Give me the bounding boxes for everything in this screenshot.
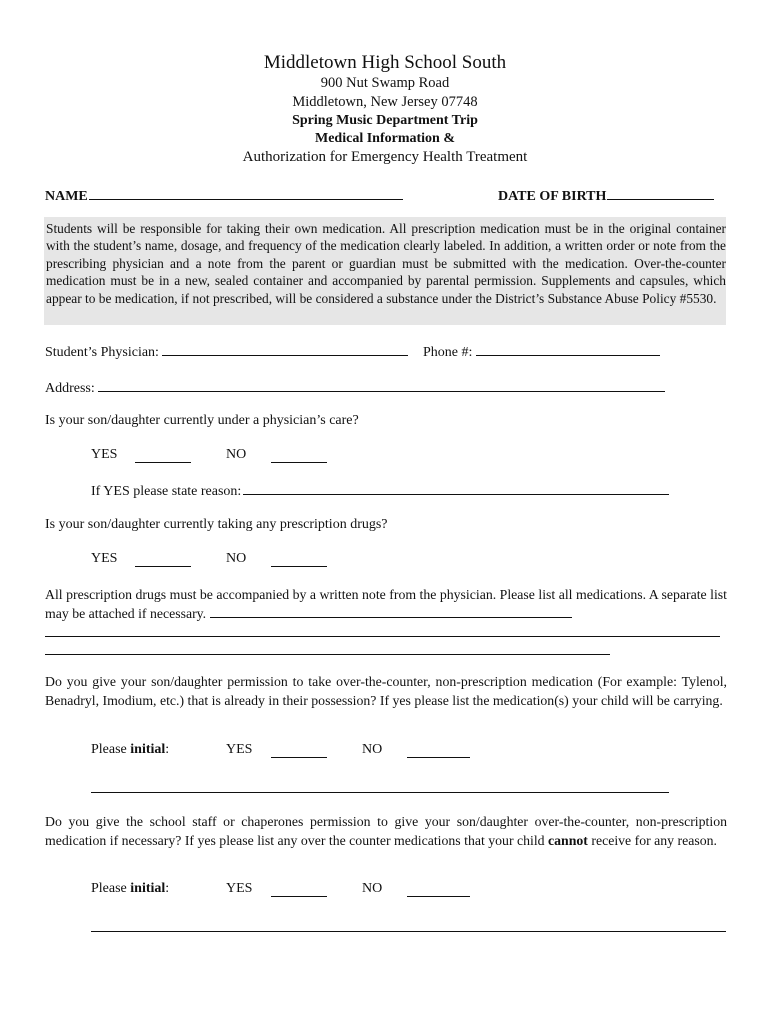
phone-label: Phone #: xyxy=(423,345,473,360)
q3-initial-label xyxy=(91,742,169,758)
q4-question-bold: cannot xyxy=(548,832,588,848)
address-field xyxy=(45,379,665,397)
medications-input-line-2[interactable] xyxy=(45,636,720,637)
q4-question-part2: receive for any reason. xyxy=(587,832,717,848)
address-line-2: Middletown, New Jersey 07748 xyxy=(292,94,478,110)
q4-initial-word: initial xyxy=(130,881,166,896)
q3-no-label: NO xyxy=(362,742,383,757)
q3-initial-suffix: : xyxy=(165,742,170,757)
q4-yes-label: YES xyxy=(226,881,253,896)
medications-input-line-3[interactable] xyxy=(45,654,610,655)
prescription-note-text: All prescription drugs must be accompanied by a written note from the physician. Please list all medications. A separate list may be attached if necessary. xyxy=(45,587,727,621)
q4-initial-prefix: Please xyxy=(91,881,131,896)
q1-no-input[interactable] xyxy=(271,450,327,463)
q1-reason-input[interactable] xyxy=(243,482,669,495)
q4-initial-label xyxy=(91,881,169,897)
trip-title: Spring Music Department Trip xyxy=(292,113,478,128)
q2-no-label: NO xyxy=(226,551,247,566)
physician-field xyxy=(45,343,408,361)
q2-yes-input[interactable] xyxy=(135,554,191,567)
q3-initial-prefix: Please xyxy=(91,742,131,757)
address-input[interactable] xyxy=(98,379,665,392)
q3-medications-input[interactable] xyxy=(91,792,669,793)
q1-question: Is your son/daughter currently under a physician’s care? xyxy=(45,413,359,428)
q4-no-input[interactable] xyxy=(407,884,470,897)
q2-no-input[interactable] xyxy=(271,554,327,567)
q4-yes-input[interactable] xyxy=(271,884,327,897)
address-label: Address: xyxy=(45,381,95,396)
q1-yes-input[interactable] xyxy=(135,450,191,463)
dob-field xyxy=(498,186,714,205)
medical-info-title: Medical Information & xyxy=(315,131,455,146)
q3-yes-input[interactable] xyxy=(271,745,327,758)
name-label: NAME xyxy=(45,189,88,204)
phone-input[interactable] xyxy=(476,343,660,356)
prescription-note xyxy=(45,586,727,623)
q4-initial-suffix: : xyxy=(165,881,170,896)
q2-yes-label: YES xyxy=(91,551,118,566)
address-line-1: 900 Nut Swamp Road xyxy=(320,75,450,91)
medication-policy-notice: Students will be responsible for taking their own medication. All prescription medication must be in the original container with the student’s name, dosage, and frequency of the medication clearly labeled. In addition, a written order or note from the prescribing physician and a note from the parent or guardian must be submitted with the medication. Over-the-counter medication must be in a new, sealed container and accompanied by parental permission. Supplements and capsules, which appear to be medication, if not prescribed, will be considered a substance under the District’s Substance Abuse Policy #5530. xyxy=(46,221,726,306)
q3-question: Do you give your son/daughter permission to take over-the-counter, non-prescription medication (For example: Tylenol, Benadryl, Imodium, etc.) that is already in their possession? If yes please list the medication(s) your child will be carrying. xyxy=(45,674,727,708)
phone-field xyxy=(423,343,660,361)
school-name: Middletown High School South xyxy=(263,52,507,73)
q3-no-input[interactable] xyxy=(407,745,470,758)
q1-reason-field xyxy=(91,482,669,500)
q4-no-label: NO xyxy=(362,881,383,896)
q2-question: Is your son/daughter currently taking any prescription drugs? xyxy=(45,517,388,532)
q1-yes-label: YES xyxy=(91,447,118,462)
name-input[interactable] xyxy=(89,186,403,200)
physician-input[interactable] xyxy=(162,343,408,356)
q4-question xyxy=(45,813,727,850)
q3-yes-label: YES xyxy=(226,742,253,757)
authorization-title: Authorization for Emergency Health Treatment xyxy=(242,149,528,165)
dob-input[interactable] xyxy=(607,186,714,200)
q1-reason-label: If YES please state reason: xyxy=(91,484,242,499)
physician-label: Student’s Physician: xyxy=(45,345,159,360)
name-field xyxy=(45,186,403,205)
q4-question-part1: Do you give the school staff or chaperones permission to give your son/daughter over-the-counter, non-prescription medication if necessary? If yes please list any over the counter medications that your child xyxy=(45,814,727,848)
q4-medications-input[interactable] xyxy=(91,931,726,932)
dob-label: DATE OF BIRTH xyxy=(498,189,607,204)
q1-no-label: NO xyxy=(226,447,247,462)
medications-input-line-1[interactable] xyxy=(210,605,572,618)
q3-initial-word: initial xyxy=(130,742,166,757)
